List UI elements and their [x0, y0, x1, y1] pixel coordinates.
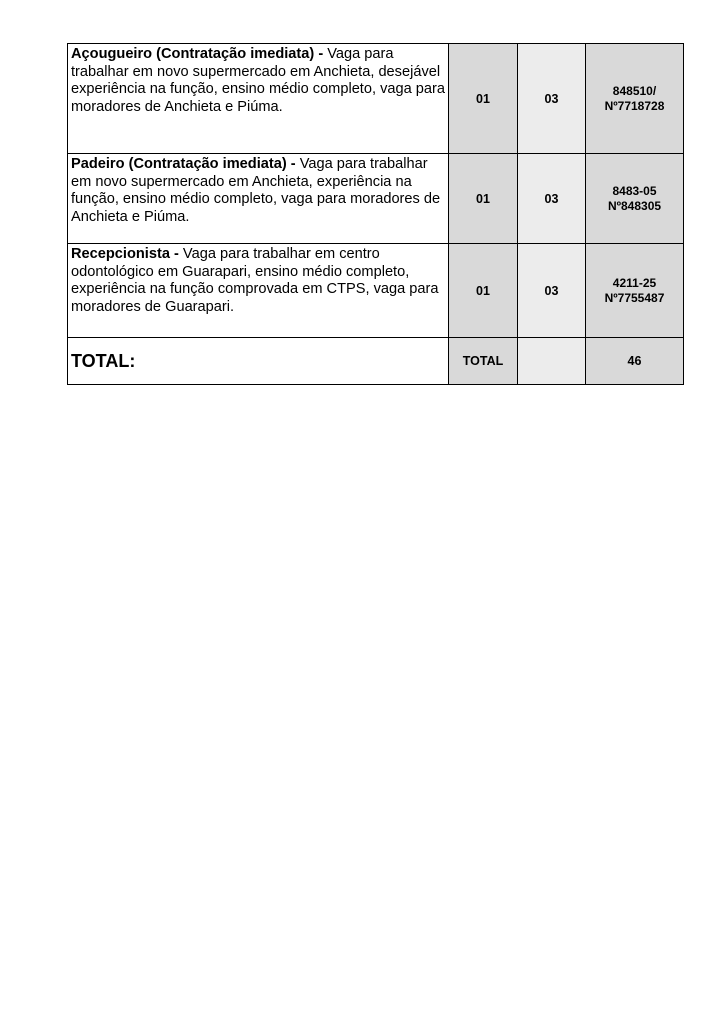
referrals-count: 03 [518, 244, 586, 338]
total-empty-cell [518, 338, 586, 385]
job-description: Vaga para trabalhar em centro odontológico em Guarapari, ensino médio completo, experiência na função comprovada em CTPS, vaga para moradores de Guarapari. [71, 246, 439, 315]
referrals-count: 03 [518, 44, 586, 154]
cbo-code: 4211-25 [612, 275, 657, 290]
job-code-cell [586, 154, 684, 244]
total-row [68, 338, 684, 385]
total-value: 46 [586, 338, 684, 385]
job-description: Vaga para trabalhar em novo supermercado em Anchieta, experiência na função, ensino médio completo, vaga para moradores de Anchieta e Piúma. [71, 156, 441, 225]
job-description-cell [68, 44, 449, 154]
table-row [68, 154, 684, 244]
job-title: Padeiro (Contratação imediata) - [71, 156, 296, 172]
table-row [68, 244, 684, 338]
job-title: Açougueiro (Contratação imediata) - [71, 46, 324, 62]
job-description-cell [68, 154, 449, 244]
job-code-cell [586, 44, 684, 154]
vacancies-count: 01 [449, 44, 518, 154]
vacancy-number: Nº7755487 [604, 290, 665, 305]
job-vacancies-table [67, 43, 684, 385]
vacancies-count: 01 [449, 154, 518, 244]
referrals-count: 03 [518, 154, 586, 244]
cbo-code: 848510/ [612, 83, 657, 98]
table-row [68, 44, 684, 154]
vacancy-number: Nº848305 [607, 198, 662, 213]
vacancies-count: 01 [449, 244, 518, 338]
total-column-label: TOTAL [449, 338, 518, 385]
job-title: Recepcionista - [71, 246, 179, 262]
job-code-cell [586, 244, 684, 338]
job-description-cell [68, 244, 449, 338]
vacancy-number: Nº7718728 [604, 98, 665, 113]
cbo-code: 8483-05 [612, 183, 657, 198]
total-label: TOTAL: [68, 338, 449, 385]
job-description: Vaga para trabalhar em novo supermercado em Anchieta, desejável experiência na função, ensino médio completo, vaga para moradores de Anchieta e Piúma. [71, 46, 446, 115]
